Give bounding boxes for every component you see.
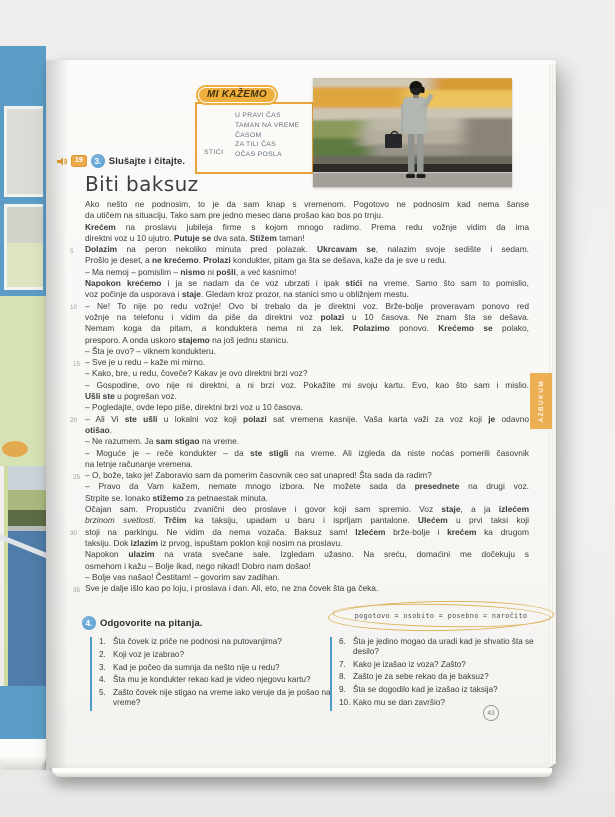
- story-line: taksiju. Dok izlazim iz prvog, ispuštam poklon koji nosim na proslavu.: [85, 537, 343, 548]
- question-item: [339, 660, 555, 670]
- line-number: 25: [72, 473, 80, 481]
- briefcase: [385, 134, 402, 148]
- question-number: 6.: [339, 637, 346, 646]
- line-number: 30: [70, 530, 78, 538]
- line-number: 10: [70, 304, 78, 312]
- station-photo: [313, 78, 512, 187]
- story-line: – Gospodine, ovo nije ni direktni, a ni brzi voz. Pokažite mi svoju kartu. Evo, kao što sam i mislio.: [85, 379, 529, 390]
- question-item: [339, 672, 555, 682]
- question-text: Zašto čovek nije stigao na vreme iako veruje da je pošao na vreme?: [113, 688, 331, 707]
- mi-kazemo-phrases: [235, 111, 300, 160]
- story-line: – Sve je u redu – kaže mi mirno. 15: [85, 357, 529, 368]
- left-page-blue-area: [0, 686, 46, 741]
- story-line: Napokon ulazim na vrata svečane sale. Izgledam užasno. Na sreću, domaćini me dočekuju s: [85, 549, 529, 560]
- story-line: presporo. A onda uskoro stajemo na još jednu stanicu.: [85, 334, 289, 345]
- question-number: 4.: [99, 675, 106, 685]
- exercise4-label: Odgovorite na pitanja.: [100, 617, 203, 629]
- question-item: [339, 698, 555, 708]
- story-line: – Ne! To nije po redu vožnje! Ovo bi trebalo da je direktni voz. Brže-bolje proveravam ponovo red 10: [85, 301, 529, 312]
- question-number: 5.: [99, 688, 106, 698]
- mi-kazemo-phrase: TAMAN NA VREME: [235, 121, 300, 129]
- story-line: vožnje na telefonu i vidim da piše da direktni voz polazi u 10 časova. Ne znam šta se dešava.: [85, 311, 529, 322]
- story-line: – Moguće je – reče kondukter – da ste stigli na vreme. Ali izgleda da niste noćas pomerili časovnik: [85, 447, 529, 458]
- question-item: [99, 675, 333, 685]
- story-line: – Ne razumem. Ja sam stigao na vreme.: [85, 436, 240, 447]
- story-line: – Kako, bre, u redu, čoveče? Kakav je ovo direktni brzi voz?: [85, 368, 308, 379]
- story-line: – Pogledajte, ovde lepo piše, direktni brzi voz u 10 časova.: [85, 402, 303, 413]
- question-number: 7.: [339, 659, 346, 669]
- question-number: 9.: [339, 685, 346, 695]
- mi-kazemo-phrase: OČAS POSLA: [235, 151, 282, 159]
- story-line: voz počinje da usporava i staje. Gledam kroz prozor, na stanici smo u obližnjem mestu.: [85, 289, 409, 300]
- question-number: 1.: [99, 637, 106, 646]
- speaker-icon: [57, 157, 67, 166]
- left-page-photo-thumb: [4, 204, 43, 290]
- line-number: 35: [72, 586, 80, 594]
- audio-track-badge: 19: [71, 155, 87, 167]
- line-number: 15: [72, 360, 80, 368]
- story-line: da utičem na situaciju. Tako sam pre jedno mesec dana prošao kao bos po trnju.: [85, 210, 384, 221]
- question-text: Zašto je za sebe rekao da je baksuz?: [353, 672, 489, 682]
- line-number: 5: [70, 247, 74, 255]
- story-title: Biti baksuz: [85, 172, 199, 196]
- left-page-bottom-edge: [0, 739, 46, 770]
- story-line: direktni voz u 10 ujutro. Putuje se dva sata. Stižem taman!: [85, 232, 305, 243]
- story-line: Dolazim na peron nekoliko minuta pred polazak. Ukrcavam se, nalazim svoje sedište i sedam. 5: [85, 244, 529, 255]
- question-number: 8.: [339, 672, 346, 682]
- question-text: Kako mu se dan završio?: [353, 697, 445, 707]
- question-text: Koji voz je izabrao?: [113, 649, 184, 659]
- story-line: – Ali Vi ste ušli u lokalni voz koji polazi sat vremena kasnije. Vaša karta važi za voz koji je odavno 20: [85, 414, 529, 425]
- mi-kazemo-phrase: U PRAVI ČAS: [235, 112, 281, 119]
- question-item: [99, 688, 333, 708]
- synonyms-text: pogotovo = osobito = posebno = naročito: [354, 612, 528, 620]
- story-line: Napokon krećemo i ja se nadam da će voz ubrzati i ipak stići na vreme. Samo što sam to pomislio,: [85, 278, 530, 289]
- question-number: 3.: [99, 662, 106, 672]
- exercise4-header: [82, 616, 203, 630]
- textbook-page: [46, 60, 556, 768]
- phone: [421, 87, 425, 93]
- question-item: [339, 685, 555, 695]
- left-page-preview: [0, 46, 46, 770]
- synonyms-oval: [328, 601, 554, 631]
- left-page-photo-thumb: [4, 106, 43, 197]
- left-page-green-area: [0, 296, 46, 466]
- page-number: 43: [483, 705, 499, 721]
- mi-kazemo-phrase: ZA TILI ČAS: [235, 141, 276, 149]
- book-bottom-pages: [52, 768, 552, 777]
- story-line: Prošlo je deset, a ne krećemo. Prolazi kondukter, pitam ga šta se dešava, kaže da je sve u redu.: [85, 255, 447, 266]
- story-line: na letnje računanje vremena.: [85, 458, 194, 469]
- question-item: [339, 637, 555, 657]
- story-line: brzinom svetlosti. Trčim ka taksiju, upadam u baru i isprljam pantalone. Ulećem u prvi taksi koji: [85, 515, 530, 526]
- question-text: Kad je počeo da sumnja da nešto nije u redu?: [113, 662, 280, 672]
- question-text: Šta čovek iz priče ne podnosi na putovanjima?: [113, 637, 282, 646]
- story-line: – Šta je ovo? – viknem kondukteru.: [85, 345, 216, 356]
- mi-kazemo-title: MI KAŽEMO: [198, 87, 276, 103]
- story-line: – Ma nemoj – pomislim – nismo ni pošli, a već kasnimo!: [85, 266, 297, 277]
- question-text: Šta mu je kondukter rekao kad je video njegovu kartu?: [113, 675, 311, 685]
- mi-kazemo-phrase: ČASOM: [235, 131, 262, 139]
- questions-column-2: [330, 637, 555, 711]
- story-line: Nemam koga da pitam, a konduktera nema ni za lek. Polazimo ponovo. Krećemo se polako,: [85, 323, 529, 334]
- question-text: Kako je izašao iz voza? Zašto?: [353, 659, 466, 669]
- questions-column-1: [90, 637, 333, 711]
- side-tab-label: AZBUKUM: [537, 379, 545, 423]
- story-line: Krećem na proslavu jubileja firme s kojom mnogo radimo. Prema redu vožnje vidim da ima: [85, 221, 529, 232]
- story-line: – Pravo da Vam kažem, nemate mnogo izbora. Ne možete sada da presednete na drugi voz.: [85, 481, 529, 492]
- question-item: [99, 650, 333, 660]
- story-line: osmehom i kažu – Bolje ikad, nego nikad! Dobro nam došao!: [85, 560, 311, 571]
- story-line: otišao.: [85, 424, 112, 435]
- story-line: Sve je dalje išlo kao po loju, i proslava i dan. Ali, eto, ne zna čovek šta ga čeka. 35: [85, 583, 529, 594]
- story-line: Strpite se. Ionako stižemo za petnaestak minuta.: [85, 492, 268, 503]
- exercise3-header: [57, 154, 185, 168]
- story-line: Ako nešto ne podnosim, to je da sam knap s vremenom. Pogotovo ne podnosim kad nema šanse: [85, 199, 529, 209]
- question-number: 10.: [339, 697, 351, 707]
- story-line: Ušli ste u pogrešan voz.: [85, 391, 177, 402]
- story-line: – O, bože, tako je! Zaboravio sam da pomerim časovnik ceo sat unapred! Šta sada da radim? 25: [85, 470, 529, 481]
- line-number: 20: [70, 417, 78, 425]
- exercise3-number-badge: 3.: [91, 154, 105, 168]
- left-page-orange-detail: [2, 441, 28, 457]
- question-text: Šta je jedino mogao da uradi kad je shvatio šta se desilo?: [353, 637, 534, 656]
- story-line: Očajan sam. Propustiću zvanični deo proslave i govor koji sam spremio. Voz staje, a ja izlećem: [85, 504, 530, 515]
- story-lines: [70, 199, 530, 594]
- left-page-road-photo: [4, 466, 46, 686]
- mi-kazemo-verb: STIĆI: [204, 149, 224, 156]
- question-number: 2.: [99, 649, 106, 659]
- question-text: Šta se dogodilo kad je izašao iz taksija?: [353, 685, 498, 695]
- question-item: [99, 663, 333, 673]
- question-item: [99, 637, 333, 647]
- exercise4-number-badge: 4.: [82, 616, 96, 630]
- suit-jacket: [403, 97, 427, 134]
- chapter-side-tab: [530, 373, 552, 429]
- exercise3-label: Slušajte i čitajte.: [108, 155, 186, 167]
- story-line: – Bolje vas našao! Čestitam! – govorim sav zadihan.: [85, 571, 280, 582]
- story-line: stoji na parkingu. Ne vidim da nema vozača. Baksuz sam! Izlećem brže-bolje i krećem ka drugom 30: [85, 527, 529, 538]
